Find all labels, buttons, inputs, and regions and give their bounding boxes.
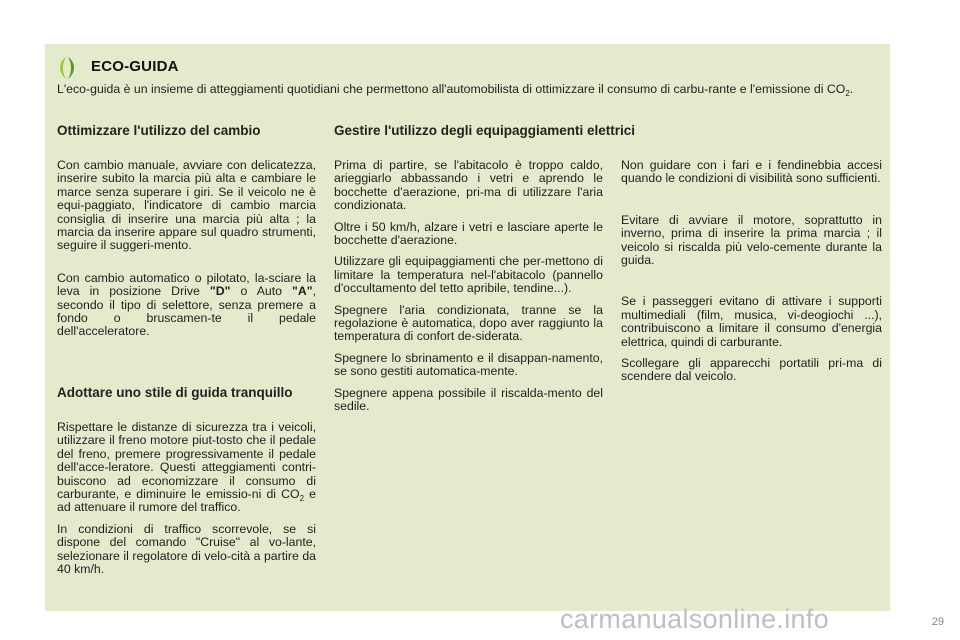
paragraph-manual: Con cambio manuale, avviare con delicatezza, inserire subito la marcia più alta e cambiare le marce senza superare i giri. Se il veicolo ne è equi-paggiato, l'indicatore di cambio marcia consiglia di inserire una marcia più alta ; la marcia da inserire appare sul quadro strumenti, seguire il suggeri-mento. bbox=[57, 158, 316, 253]
paragraph-distanze: Rispettare le distanze di sicurezza tra i veicoli, utilizzare il freno motore piut-tosto che il pedale del freno, premere progressivamente il pedale dell'acce-leratore. Questi atteggiamenti contri-buiscono ad economizzare il consumo di carburante, e diminuire le emissio-ni di $CO_2$ e ad attenuare il rumore del traffico. bbox=[57, 420, 316, 515]
paragraph: Non guidare con i fari e i fendinebbia accesi quando le condizioni di visibilità sono sufficienti. bbox=[621, 158, 882, 186]
paragraph: Spegnere appena possibile il riscalda-mento del sedile. bbox=[334, 385, 603, 414]
watermark: carmanualsonline.info bbox=[560, 604, 829, 634]
page-title: ECO-GUIDA bbox=[91, 58, 179, 75]
right-column-2 bbox=[621, 159, 882, 392]
heading-elettrici: Gestire l'utilizzo degli equipaggiamenti elettrici bbox=[334, 123, 636, 138]
paragraph: Scollegare gli apparecchi portatili pri-ma di scendere dal veicolo. bbox=[621, 356, 882, 384]
paragraph: Spegnere l'aria condizionata, tranne se la regolazione è automatica, dopo aver raggiunto la temperatura di confort de-siderata. bbox=[334, 302, 603, 344]
paragraph: Utilizzare gli equipaggiamenti che per-mettono di limitare la temperatura nel-l'abitacolo (pannello d'occultamento del tetto apribile, tendine...). bbox=[334, 254, 603, 296]
left-column-top bbox=[57, 159, 316, 347]
intro-text: L'eco-guida è un insieme di atteggiamenti quotidiani che permettono all'automobilista di ottimizzare il consumo di carbu-rante e l'emissione di $CO_2$. bbox=[57, 82, 854, 98]
paragraph: Oltre i 50 km/h, alzare i vetri e lasciare aperte le bocchette d'aerazione. bbox=[334, 219, 603, 248]
page-number: 29 bbox=[931, 616, 944, 628]
right-column-1 bbox=[334, 159, 603, 422]
paragraph-cruise: In condizioni di traffico scorrevole, se si dispone del comando "Cruise" al vo-lante, selezionare il regolatore di velo-cità a partire da 40 km/h. bbox=[57, 521, 316, 577]
green-leaf-icon bbox=[55, 55, 79, 81]
left-column-bottom bbox=[57, 421, 316, 584]
heading-cambio: Ottimizzare l'utilizzo del cambio bbox=[57, 123, 261, 138]
paragraph: Spegnere lo sbrinamento e il disappan-namento, se sono gestiti automatica-mente. bbox=[334, 350, 603, 379]
heading-stile: Adottare uno stile di guida tranquillo bbox=[57, 385, 293, 400]
paragraph-automatic: Con cambio automatico o pilotato, la-sciare la leva in posizione Drive "D" o Auto "A", secondo il tipo di selettore, senza premere a fondo o bruscamen-te il pedale dell'acceleratore. bbox=[57, 270, 316, 339]
paragraph: Evitare di avviare il motore, soprattutto in inverno, prima di inserire la prima marcia ; il veicolo si riscalda più velo-cemente durante la guida. bbox=[621, 212, 882, 268]
paragraph: Se i passeggeri evitano di attivare i supporti multimediali (film, musica, vi-deogiochi ...), contribuiscono a limitare il consumo d'energia elettrica, quindi di carburante. bbox=[621, 294, 882, 349]
paragraph: Prima di partire, se l'abitacolo è troppo caldo, arieggiarlo abbassando i vetri e aprendo le bocchette d'aerazione, pri-ma di utilizzare l'aria condizionata. bbox=[334, 158, 603, 213]
